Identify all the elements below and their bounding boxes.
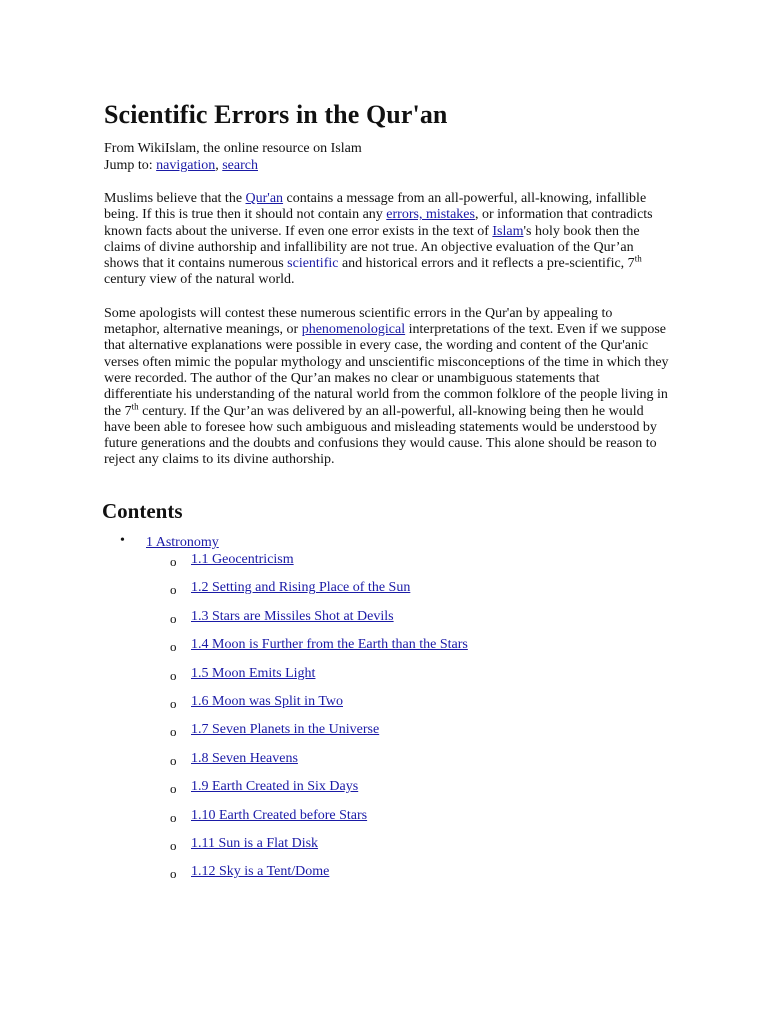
toc-item xyxy=(118,637,618,665)
toc-link-astronomy[interactable]: 1 Astronomy xyxy=(146,535,219,550)
apologists-paragraph xyxy=(104,306,670,469)
toc-item xyxy=(118,808,618,836)
text-span: interpretations of the text. Even if we suppose that alternative explanations were possible in every case, the wording and content of the Qur'anic verses often mimic the popular mythology and unscientific misconceptions of the time in which they were recorded. The author of the Qur’an makes no clear or unambiguous statements that differentiate his understanding of the natural world from the common folklore of the people living in the 7 xyxy=(104,322,669,419)
circle-bullet-icon: o xyxy=(170,809,177,825)
toc-item xyxy=(118,552,618,580)
circle-bullet-icon: o xyxy=(170,781,177,797)
circle-bullet-icon: o xyxy=(170,582,177,598)
toc-link[interactable]: 1.2 Setting and Rising Place of the Sun xyxy=(191,580,411,596)
toc-link[interactable]: 1.10 Earth Created before Stars xyxy=(191,807,368,823)
from-line: From WikiIslam, the online resource on Islam xyxy=(104,141,362,156)
jump-to-line: Jump to: navigation, search xyxy=(104,158,258,173)
toc-link[interactable]: 1.7 Seven Planets in the Universe xyxy=(191,722,380,738)
text-span: , or information that contradicts known facts about the universe. If even one error exists in the text of xyxy=(104,207,653,239)
toc-section xyxy=(118,534,618,552)
page-title: Scientific Errors in the Qur'an xyxy=(104,100,448,129)
text-span: century. If the Qur’an was delivered by an all-powerful, all-knowing being then he would have been able to foresee how such ambiguous and misleading statements would be understood by future generations and the doubts and confusions they would cause. This alone should be reason to reject any claims to its divine authorship. xyxy=(104,403,657,468)
search-link[interactable]: search xyxy=(222,158,258,173)
quran-link[interactable]: Qur'an xyxy=(245,191,284,206)
site-subtitle xyxy=(104,140,670,174)
circle-bullet-icon: o xyxy=(170,695,177,711)
islam-link[interactable]: Islam xyxy=(492,223,524,239)
text-span: Some apologists will contest these numerous scientific errors in the Qur'an by appealing to metaphor, alternative meanings, or xyxy=(104,305,613,338)
circle-bullet-icon: o xyxy=(170,724,177,740)
text-span: and historical errors and it reflects a pre-scientific, 7 xyxy=(338,256,635,272)
text-span: 's holy book then the claims of divine authorship and infallibility are not true. An objective evaluation of the Qur’an shows that it contains numerous xyxy=(104,223,640,272)
circle-bullet-icon: o xyxy=(170,610,177,626)
toc-item xyxy=(118,666,618,694)
toc-item xyxy=(118,864,618,892)
toc-link[interactable]: 1.9 Earth Created in Six Days xyxy=(191,779,359,795)
circle-bullet-icon: o xyxy=(170,639,177,655)
toc-item xyxy=(118,694,618,722)
navigation-link[interactable]: navigation xyxy=(156,158,216,173)
toc-item xyxy=(118,609,618,637)
intro-paragraph xyxy=(104,191,670,289)
circle-bullet-icon: o xyxy=(170,752,177,768)
toc-link[interactable]: 1.1 Geocentricism xyxy=(191,552,294,567)
errors-mistakes-link[interactable]: errors, mistakes xyxy=(386,207,475,223)
bullet-icon: • xyxy=(120,533,125,548)
article-body xyxy=(104,96,670,469)
toc-link[interactable]: 1.8 Seven Heavens xyxy=(191,750,298,766)
text-span: contains a message from an all-powerful, all-knowing, infallible being. If this is true then it should not contain any xyxy=(104,191,647,223)
phenomenological-link[interactable]: phenomenological xyxy=(301,322,406,338)
toc-link[interactable]: 1.3 Stars are Missiles Shot at Devils xyxy=(191,608,394,624)
toc-item xyxy=(118,836,618,864)
toc-item xyxy=(118,779,618,807)
toc-link[interactable]: 1.6 Moon was Split in Two xyxy=(191,693,343,709)
contents-heading: Contents xyxy=(102,499,183,523)
toc-item xyxy=(118,580,618,608)
scientific-link[interactable]: scientific xyxy=(287,256,339,272)
toc-link[interactable]: 1.11 Sun is a Flat Disk xyxy=(191,835,319,851)
toc-link[interactable]: 1.4 Moon is Further from the Earth than the Stars xyxy=(191,637,468,653)
table-of-contents xyxy=(118,534,618,893)
toc-item xyxy=(118,722,618,750)
text-span: Muslims believe that the xyxy=(104,191,246,206)
toc-sublist xyxy=(118,552,618,893)
toc-link[interactable]: 1.12 Sky is a Tent/Dome xyxy=(191,864,330,880)
superscript: th xyxy=(634,253,642,264)
circle-bullet-icon: o xyxy=(170,667,177,683)
jump-to-label: Jump to: xyxy=(104,158,153,173)
text-span: century view of the natural world. xyxy=(104,272,295,288)
circle-bullet-icon: o xyxy=(170,866,177,882)
superscript: th xyxy=(131,400,139,411)
circle-bullet-icon: o xyxy=(170,837,177,853)
circle-bullet-icon: o xyxy=(170,554,177,569)
toc-item xyxy=(118,751,618,779)
toc-link[interactable]: 1.5 Moon Emits Light xyxy=(191,665,316,681)
